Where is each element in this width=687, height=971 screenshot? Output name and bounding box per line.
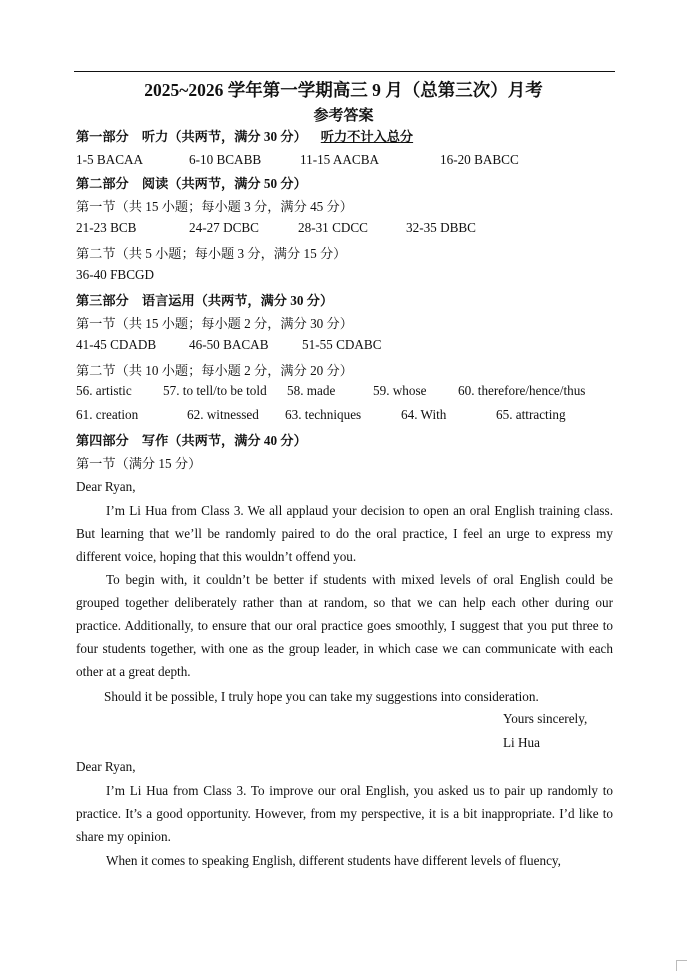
letter1-greeting: Dear Ryan, [76, 479, 136, 494]
part3-section2-heading: 第二节（共 10 小题；每小题 2 分，满分 20 分） [76, 363, 353, 378]
part3-section1-heading: 第一节（共 15 小题；每小题 2 分，满分 30 分） [76, 316, 353, 331]
part1-heading-text: 第一部分 听力（共两节，满分 30 分） [76, 129, 307, 144]
part1-heading [76, 128, 413, 146]
letter2-paragraph: When it comes to speaking English, different students have different levels of fluency, [106, 853, 561, 868]
part2-section1-answer-row [0, 219, 687, 237]
part2-section2-heading: 第二节（共 5 小题；每小题 3 分，满分 15 分） [76, 246, 347, 261]
answer-group: 24-27 DCBC [189, 220, 259, 235]
letter1-paragraph: To begin with, it couldn’t be better if students with mixed levels of oral English could be grouped together deliberately rather than at random, so that we can help each other during our practice. Additionally, to ensure that our oral practice goes smoothly, I suggest that you put three to four students together, with one as the group leader, in which case we can communicate with each other at a great depth. [76, 572, 613, 679]
part3-section1-answer-row [0, 336, 687, 354]
answer-group: 32-35 DBBC [406, 220, 476, 235]
answer-item: 62. witnessed [187, 407, 259, 422]
part2-section2-answers: 36-40 FBCGD [76, 267, 155, 282]
answer-item: 64. With [401, 407, 447, 422]
answer-group: 21-23 BCB [76, 220, 137, 235]
answer-item: 63. techniques [285, 407, 362, 422]
answer-item: 65. attracting [496, 407, 566, 422]
answer-group: 11-15 AACBA [300, 152, 380, 167]
letter2-paragraph: I’m Li Hua from Class 3. To improve our oral English, you asked us to pair up randomly to practice. It’s a good opportunity. However, from my perspective, it is a bit inappropriate. I’d like to share my opinion. [76, 783, 613, 844]
answer-group: 28-31 CDCC [298, 220, 368, 235]
letter2-greeting: Dear Ryan, [76, 759, 136, 774]
answer-group: 41-45 CDADB [76, 337, 157, 352]
answer-item: 57. to tell/to be told [163, 383, 267, 398]
answer-item: 60. therefore/hence/thus [458, 383, 586, 398]
part4-heading: 第四部分 写作（共两节，满分 40 分） [76, 433, 307, 448]
page-subtitle: 参考答案 [313, 108, 374, 124]
answer-group: 1-5 BACAA [76, 152, 144, 167]
part1-note: 听力不计入总分 [320, 129, 414, 144]
answer-group: 6-10 BCABB [189, 152, 262, 167]
part4-section1-heading: 第一节（满分 15 分） [76, 456, 202, 471]
answer-item: 61. creation [76, 407, 139, 422]
part3-section2-answer-row [0, 382, 687, 400]
answer-group: 51-55 CDABC [302, 337, 382, 352]
part2-section1-heading: 第一节（共 15 小题；每小题 3 分，满分 45 分） [76, 199, 353, 214]
letter1-paragraph: I’m Li Hua from Class 3. We all applaud your decision to open an oral English training class. But learning that we’ll be randomly paired to do the oral practice, I feel an urge to express my different voice, hoping that this wouldn’t offend you. [76, 503, 613, 564]
letter1-signature: Li Hua [503, 735, 540, 750]
top-rule [74, 71, 615, 72]
answer-group: 16-20 BABCC [440, 152, 519, 167]
answer-item: 58. made [287, 383, 336, 398]
part3-heading: 第三部分 语言运用（共两节，满分 30 分） [76, 293, 334, 308]
letter1-closing: Yours sincerely, [503, 711, 588, 726]
part1-answer-row [0, 151, 687, 169]
page-title: 2025~2026 学年第一学期高三 9 月（总第三次）月考 [144, 80, 543, 100]
answer-item: 56. artistic [76, 383, 132, 398]
part2-heading: 第二部分 阅读（共两节，满分 50 分） [76, 176, 307, 191]
page-corner-mark [676, 960, 687, 971]
answer-item: 59. whose [373, 383, 427, 398]
part3-section2-answer-row [0, 406, 687, 424]
answer-group: 46-50 BACAB [189, 337, 269, 352]
letter1-paragraph: Should it be possible, I truly hope you can take my suggestions into consideration. [104, 689, 539, 704]
